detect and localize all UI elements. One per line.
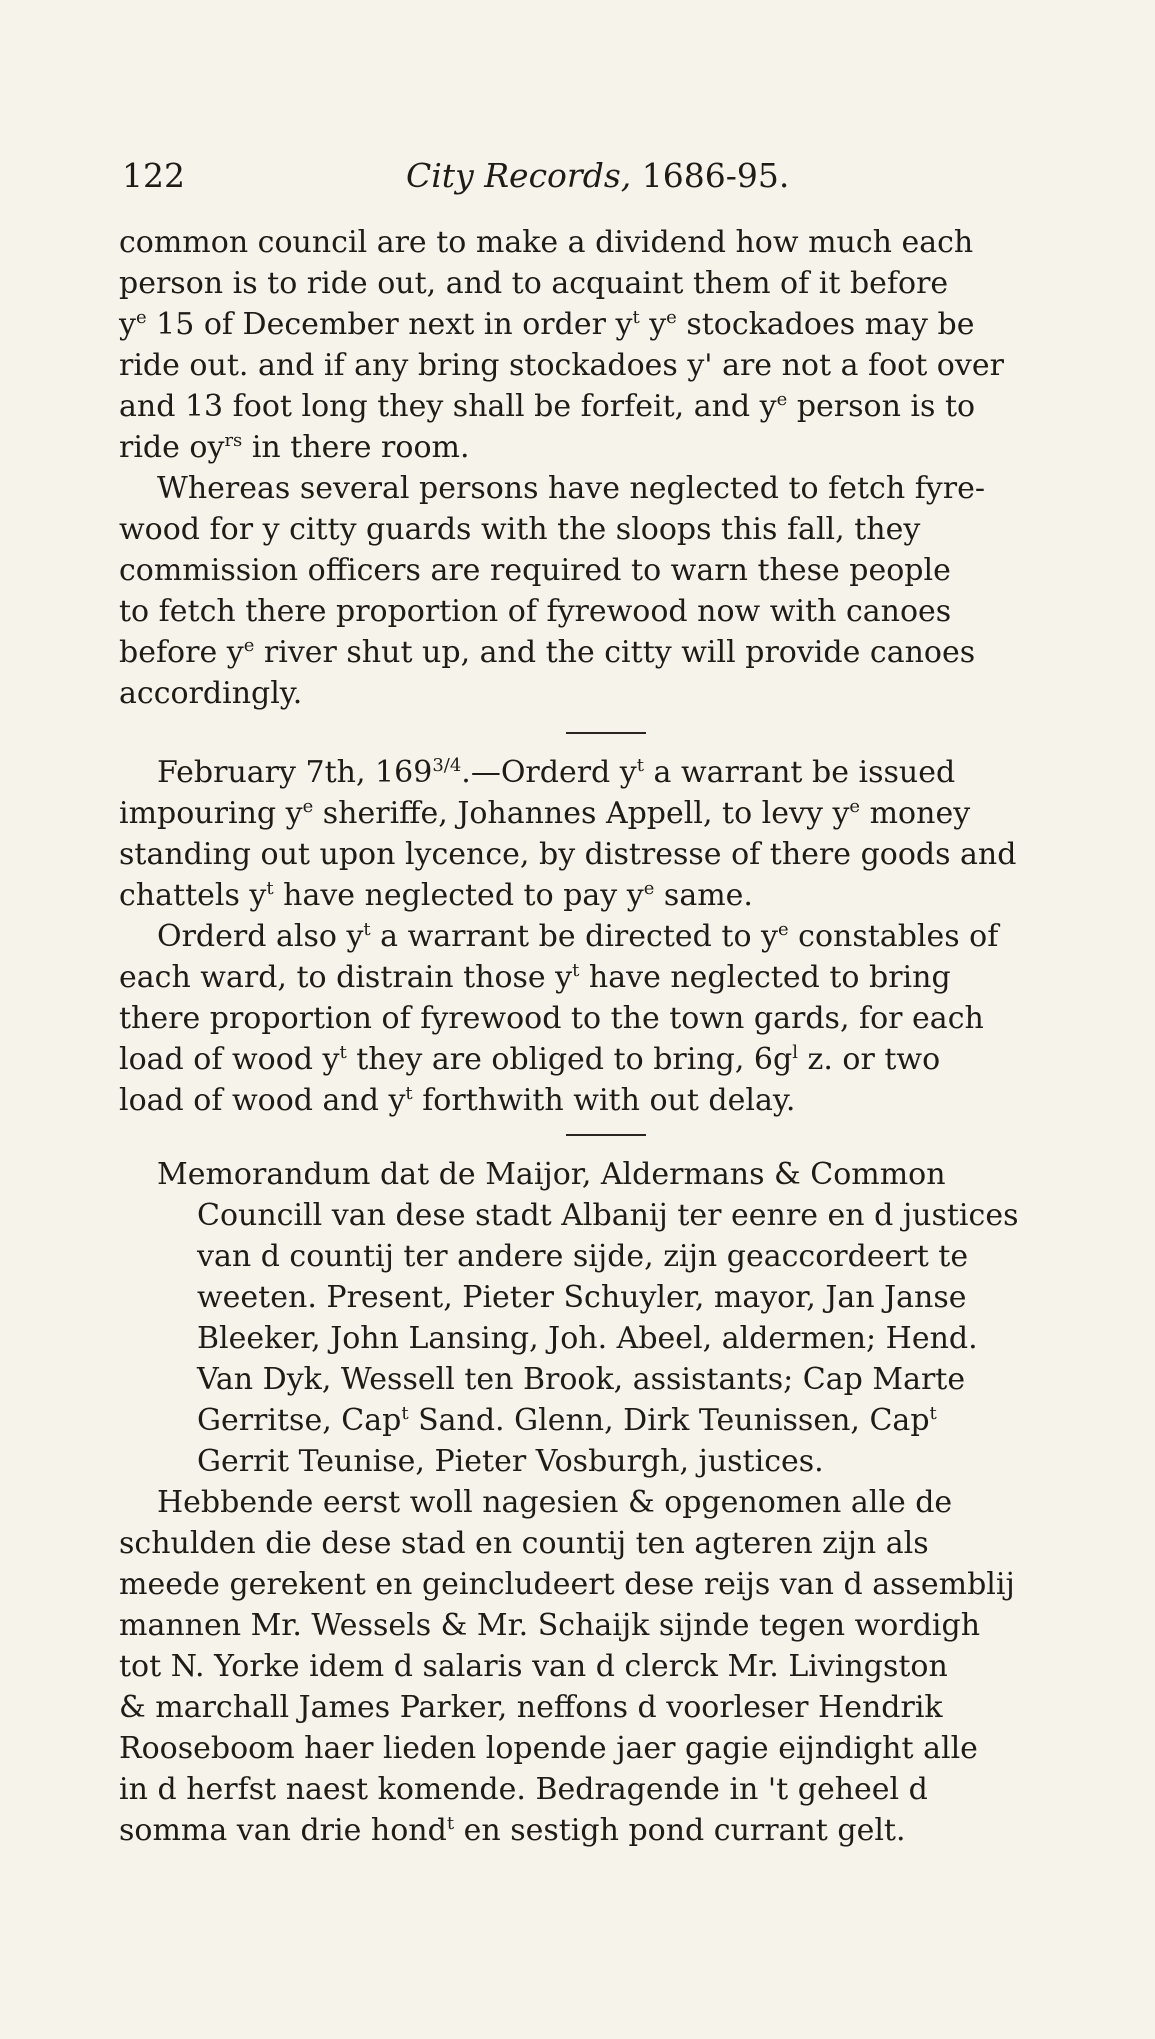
text-line: in d herfst naest komende. Bedragende in 't geheel d: [119, 1772, 928, 1807]
text-span: impouring y: [119, 796, 303, 831]
text-line: Whereas several persons have neglected to fetch fyre-: [157, 471, 985, 506]
text-span: a warrant be directed to y: [370, 919, 778, 954]
page-header: [122, 156, 1032, 206]
text-line: Hebbende eerst woll nagesien & opgenomen alle de: [157, 1485, 953, 1520]
text-span: person is to: [787, 389, 976, 424]
superscript: t: [363, 919, 371, 940]
text-line: common council are to make a dividend how much each: [119, 225, 974, 260]
text-span: y: [639, 307, 667, 342]
text-span: have neglected to pay y: [273, 878, 644, 913]
text-line: mannen Mr. Wessels & Mr. Schaijk sijnde tegen wordigh: [119, 1608, 981, 1643]
text-span: a warrant be issued: [643, 755, 956, 790]
text-line: weeten. Present, Pieter Schuyler, mayor, Jan Janse: [197, 1280, 967, 1315]
superscript: t: [446, 1813, 455, 1834]
text-span: forthwith with out delay.: [412, 1083, 796, 1118]
text-line: Memorandum dat de Maijor, Aldermans & Common: [157, 1157, 946, 1192]
text-line: van d countij ter andere sijde, zijn geaccordeert te: [197, 1239, 969, 1274]
text-span: .—Orderd y: [461, 755, 637, 790]
page-number: 122: [122, 156, 185, 195]
superscript: e: [849, 796, 861, 817]
text-line: [119, 1080, 1039, 1122]
text-span: somma van drie hond: [119, 1813, 447, 1848]
text-line: ride out. and if any bring stockadoes y' are not a foot over: [119, 348, 1004, 383]
text-line: Van Dyk, Wessell ten Brook, assistants; Cap Marte: [197, 1362, 966, 1397]
text-span: money: [860, 796, 971, 831]
text-span: load of wood and y: [119, 1083, 406, 1118]
text-span: sheriffe, Johannes Appell, to levy y: [313, 796, 850, 831]
text-span: before y: [119, 635, 244, 670]
text-span: they are obliged to bring, 6g: [346, 1042, 793, 1077]
text-line: there proportion of fyrewood to the town gards, for each: [119, 1001, 984, 1036]
text-span: stockadoes may be: [676, 307, 975, 342]
text-line: [157, 916, 1077, 958]
text-line: [119, 304, 1039, 346]
text-span: chattels y: [119, 878, 267, 913]
text-span: and 13 foot long they shall be forfeit, and y: [119, 389, 777, 424]
text-line: accordingly.: [119, 676, 303, 711]
text-span: February 7th, 169: [157, 755, 433, 790]
superscript: e: [302, 796, 314, 817]
text-line: [119, 875, 1039, 917]
text-line: Rooseboom haer lieden lopende jaer gagie eijndight alle: [119, 1731, 978, 1766]
text-span: have neglected to bring: [579, 960, 951, 995]
text-span: Gerritse, Cap: [197, 1403, 402, 1438]
superscript: t: [929, 1403, 937, 1424]
text-span: 15 of December next in order y: [146, 307, 633, 342]
text-line: standing out upon lycence, by distresse of there goods and: [119, 837, 1017, 872]
text-span: z. or two: [798, 1042, 941, 1077]
text-span: each ward, to distrain those y: [119, 960, 573, 995]
text-line: [119, 386, 1039, 428]
running-title-italic: City Records,: [406, 156, 632, 195]
superscript: t: [401, 1403, 409, 1424]
superscript: e: [135, 307, 147, 328]
text-span: in there room.: [242, 430, 470, 465]
running-title: [406, 156, 789, 196]
text-line: [119, 427, 1039, 469]
section-divider: [566, 1134, 646, 1136]
text-line: meede gerekent en geincludeert dese reijs van d assemblij: [119, 1567, 1015, 1602]
superscript: t: [636, 755, 644, 776]
text-span: y: [119, 307, 136, 342]
text-line: wood for y citty guards with the sloops this fall, they: [119, 512, 921, 547]
text-line: Gerrit Teunise, Pieter Vosburgh, justices.: [197, 1444, 824, 1479]
text-line: [197, 1400, 1117, 1442]
section-divider: [566, 732, 646, 734]
text-line: & marchall James Parker, neffons d voorleser Hendrik: [119, 1690, 943, 1725]
text-span: load of wood y: [119, 1042, 340, 1077]
superscript: e: [243, 635, 255, 656]
superscript: t: [405, 1083, 413, 1104]
text-line: [119, 1039, 1039, 1081]
superscript: t: [572, 960, 580, 981]
superscript: t: [339, 1042, 347, 1063]
text-span: Sand. Glenn, Dirk Teunissen, Cap: [408, 1403, 930, 1438]
running-title-years: 1686-95.: [631, 156, 790, 195]
text-line: schulden die dese stad en countij ten agteren zijn als: [119, 1526, 929, 1561]
text-span: en sestigh pond currant gelt.: [454, 1813, 906, 1848]
superscript: t: [632, 307, 640, 328]
text-line: tot N. Yorke idem d salaris van d clerck Mr. Livingston: [119, 1649, 948, 1684]
text-span: constables of: [788, 919, 999, 954]
superscript: l: [792, 1042, 798, 1063]
superscript: t: [266, 878, 274, 899]
text-span: same.: [654, 878, 753, 913]
text-line: person is to ride out, and to acquaint them of it before: [119, 266, 949, 301]
text-line: [119, 957, 1039, 999]
text-line: [119, 793, 1039, 835]
text-span: ride oy: [119, 430, 225, 465]
superscript: rs: [224, 430, 243, 451]
text-line: [119, 1810, 1039, 1852]
text-span: river shut up, and the citty will provide canoes: [254, 635, 976, 670]
superscript: e: [776, 389, 788, 410]
text-span: Orderd also y: [157, 919, 364, 954]
superscript: e: [777, 919, 789, 940]
text-line: Councill van dese stadt Albanij ter eenre en d justices: [197, 1198, 1019, 1233]
text-line: [119, 632, 1039, 674]
text-line: [157, 752, 1077, 794]
text-line: Bleeker, John Lansing, Joh. Abeel, aldermen; Hend.: [197, 1321, 978, 1356]
superscript: e: [666, 307, 677, 328]
text-line: to fetch there proportion of fyrewood now with canoes: [119, 594, 952, 629]
superscript: e: [643, 878, 655, 899]
date-fraction: 3/4: [432, 755, 462, 776]
text-line: commission officers are required to warn these people: [119, 553, 951, 588]
